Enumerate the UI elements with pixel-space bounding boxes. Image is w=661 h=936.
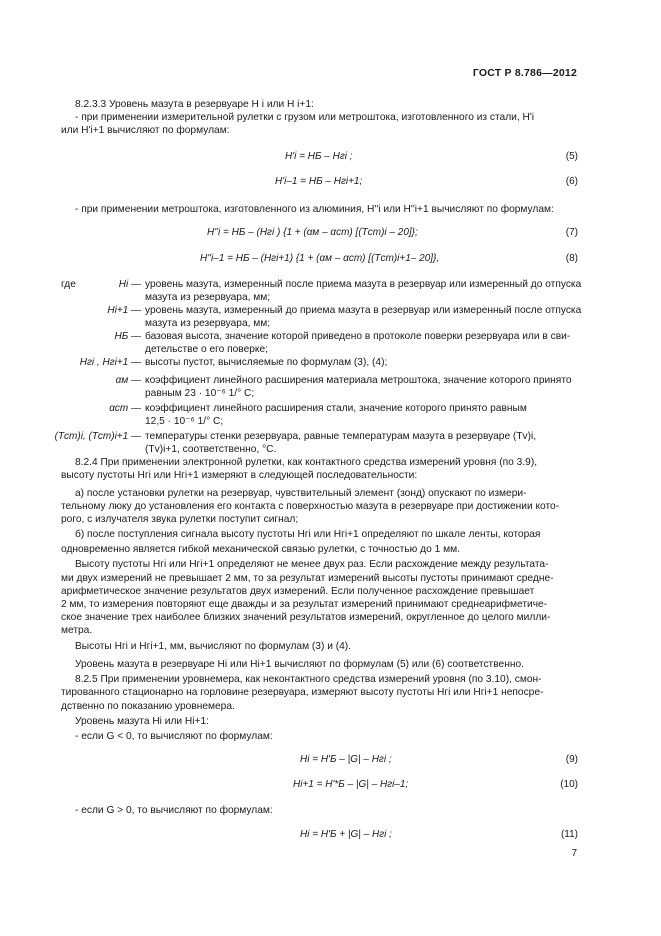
- def-text: уровень мазута, измеренный до приема мазута в резервуар или измеренный после отпуска: [145, 305, 582, 316]
- equation-9: Hi = H'Б – |G| – Hгi ;: [300, 754, 392, 765]
- def-text: уровень мазута, измеренный после приема мазута в резервуар или измеренный до отпуска: [145, 279, 582, 290]
- def-text: базовая высота, значение которой приведено в протоколе поверки резервуара или в сви-: [145, 331, 571, 342]
- def-symbol: Hi+1 —: [107, 305, 141, 316]
- paragraph-line: 8.2.3.3 Уровень мазута в резервуаре H i или H i+1:: [75, 99, 314, 110]
- def-text: коэффициент линейного расширения стали, значение которого принято равным: [145, 403, 527, 414]
- equation-10: Hi+1 = H'*Б – |G| – Hгi–1;: [293, 779, 409, 790]
- def-symbol: (Tст)i, (Tст)i+1 —: [54, 431, 141, 442]
- def-symbol: HБ —: [114, 331, 141, 342]
- equation-11: Hi = H'Б + |G| – Hгi ;: [300, 829, 392, 840]
- def-symbol: Hi —: [118, 279, 141, 290]
- paragraph-line: 8.2.5 При применении уровнемера, как неконтактного средства измерений уровня (по 3.10), смон-: [75, 674, 542, 685]
- where-label: где: [61, 279, 76, 290]
- paragraph-line: Уровень мазута Hi или Hi+1:: [75, 716, 209, 727]
- def-text: температуры стенки резервуара, равные температурам мазута в резервуаре (Tv)i,: [145, 431, 537, 442]
- def-text: мазута из резервуара, мм;: [145, 292, 271, 303]
- paragraph-line: Высоту пустоты Hгi или Hгi+1 определяют не менее двух раз. Если расхождение между результата-: [75, 559, 549, 570]
- equation-8: H''i–1 = HБ – (Hгi+1) {1 + (αм – αст) [(Tст)i+1– 20]},: [200, 253, 440, 264]
- def-text: (Tv)i+1, соответственно, °С.: [145, 444, 277, 455]
- paragraph-line: метра.: [61, 625, 93, 636]
- def-text: детельстве о его поверке;: [145, 344, 268, 355]
- paragraph-line: высоту пустоты Hгi или Hгi+1 измеряют в следующей последовательности:: [61, 470, 418, 481]
- paragraph-line: - при применении измерительной рулетки с грузом или метроштока, изготовленного из стали, H'i: [75, 112, 535, 123]
- equation-number: (8): [565, 253, 578, 264]
- paragraph-line: рого, с излучателя звука рулетки поступит сигнал;: [61, 514, 299, 525]
- equation-5: H'i = HБ – Hгi ;: [285, 151, 353, 162]
- paragraph-line: б) после поступления сигнала высоту пустоты Hгi или Hгi+1 определяют по шкале ленты, которая: [75, 529, 541, 540]
- paragraph-line: а) после установки рулетки на резервуар, чувствительный элемент (зонд) опускают по измери-: [75, 488, 527, 499]
- paragraph-line: 8.2.4 При применении электронной рулетки, как контактного средства измерений уровня (по 3.9),: [75, 457, 538, 468]
- equation-number: (11): [560, 829, 578, 840]
- equation-number: (5): [565, 151, 578, 162]
- document-header: ГОСТ Р 8.786—2012: [472, 67, 577, 79]
- def-text: коэффициент линейного расширения материала метроштока, значение которого принято: [145, 375, 572, 386]
- paragraph-line: Уровень мазута в резервуаре Hi или Hi+1 вычисляют по формулам (5) или (6) соответственно.: [75, 659, 524, 670]
- def-text: высоты пустот, вычисляемые по формулам (3), (4);: [145, 357, 388, 368]
- paragraph-line: - при применении метроштока, изготовленного из алюминия, H''i или H''i+1 вычисляют по формулам:: [75, 204, 554, 215]
- paragraph-line: тельному люку до установления его контакта с поверхностью мазута в резервуаре при достижении кото-: [61, 501, 560, 512]
- paragraph-line: 2 мм, то измерения повторяют еще дважды и за результат измерений принимают среднеарифметиче-: [61, 599, 548, 610]
- paragraph-line: ское значение трех наиболее близких значений результатов измерений, округленное до целого милли-: [61, 612, 551, 623]
- paragraph-line: дственно по показанию уровнемера.: [61, 701, 235, 712]
- equation-number: (6): [565, 176, 578, 187]
- paragraph-line: Высоты Hгi и Hгi+1, мм, вычисляют по формулам (3) и (4).: [75, 641, 351, 652]
- def-text: равным 23 · 10⁻⁶ 1/° С;: [145, 388, 255, 399]
- paragraph-line: - если G < 0, то вычисляют по формулам:: [75, 731, 273, 742]
- def-symbol: αм —: [115, 375, 141, 386]
- paragraph-line: тированного стационарно на горловине резервуара, измеряют высоту пустоты Hгi или Hгi+1 непосре-: [61, 687, 544, 698]
- def-text: 12,5 · 10⁻⁶ 1/° С;: [145, 416, 224, 427]
- paragraph-line: ми двух измерений не превышает 2 мм, то за результат измерений высоты пустоты принимают средне-: [61, 573, 554, 584]
- def-symbol: Hгi , Hгi+1 —: [79, 357, 141, 368]
- paragraph-line: арифметическое значение результатов двух измерений. Если полученное расхождение превышает: [61, 586, 535, 597]
- paragraph-line: или H'i+1 вычисляют по формулам:: [61, 125, 230, 136]
- paragraph-line: - если G > 0, то вычисляют по формулам:: [75, 805, 273, 816]
- equation-number: (7): [565, 227, 578, 238]
- paragraph-line: одновременно является гибкой механической связью рулетки, с точностью до 1 мм.: [61, 544, 460, 555]
- equation-number: (9): [565, 754, 578, 765]
- def-symbol: αст —: [109, 403, 141, 414]
- equation-7: H''i = HБ – (Hгi ) {1 + (αм – αст) [(Tст)i – 20]};: [207, 227, 418, 238]
- page-number: 7: [571, 848, 577, 859]
- equation-6: H'i–1 = HБ – Hгi+1;: [275, 176, 363, 187]
- equation-number: (10): [560, 779, 578, 790]
- def-text: мазута из резервуара, мм;: [145, 318, 271, 329]
